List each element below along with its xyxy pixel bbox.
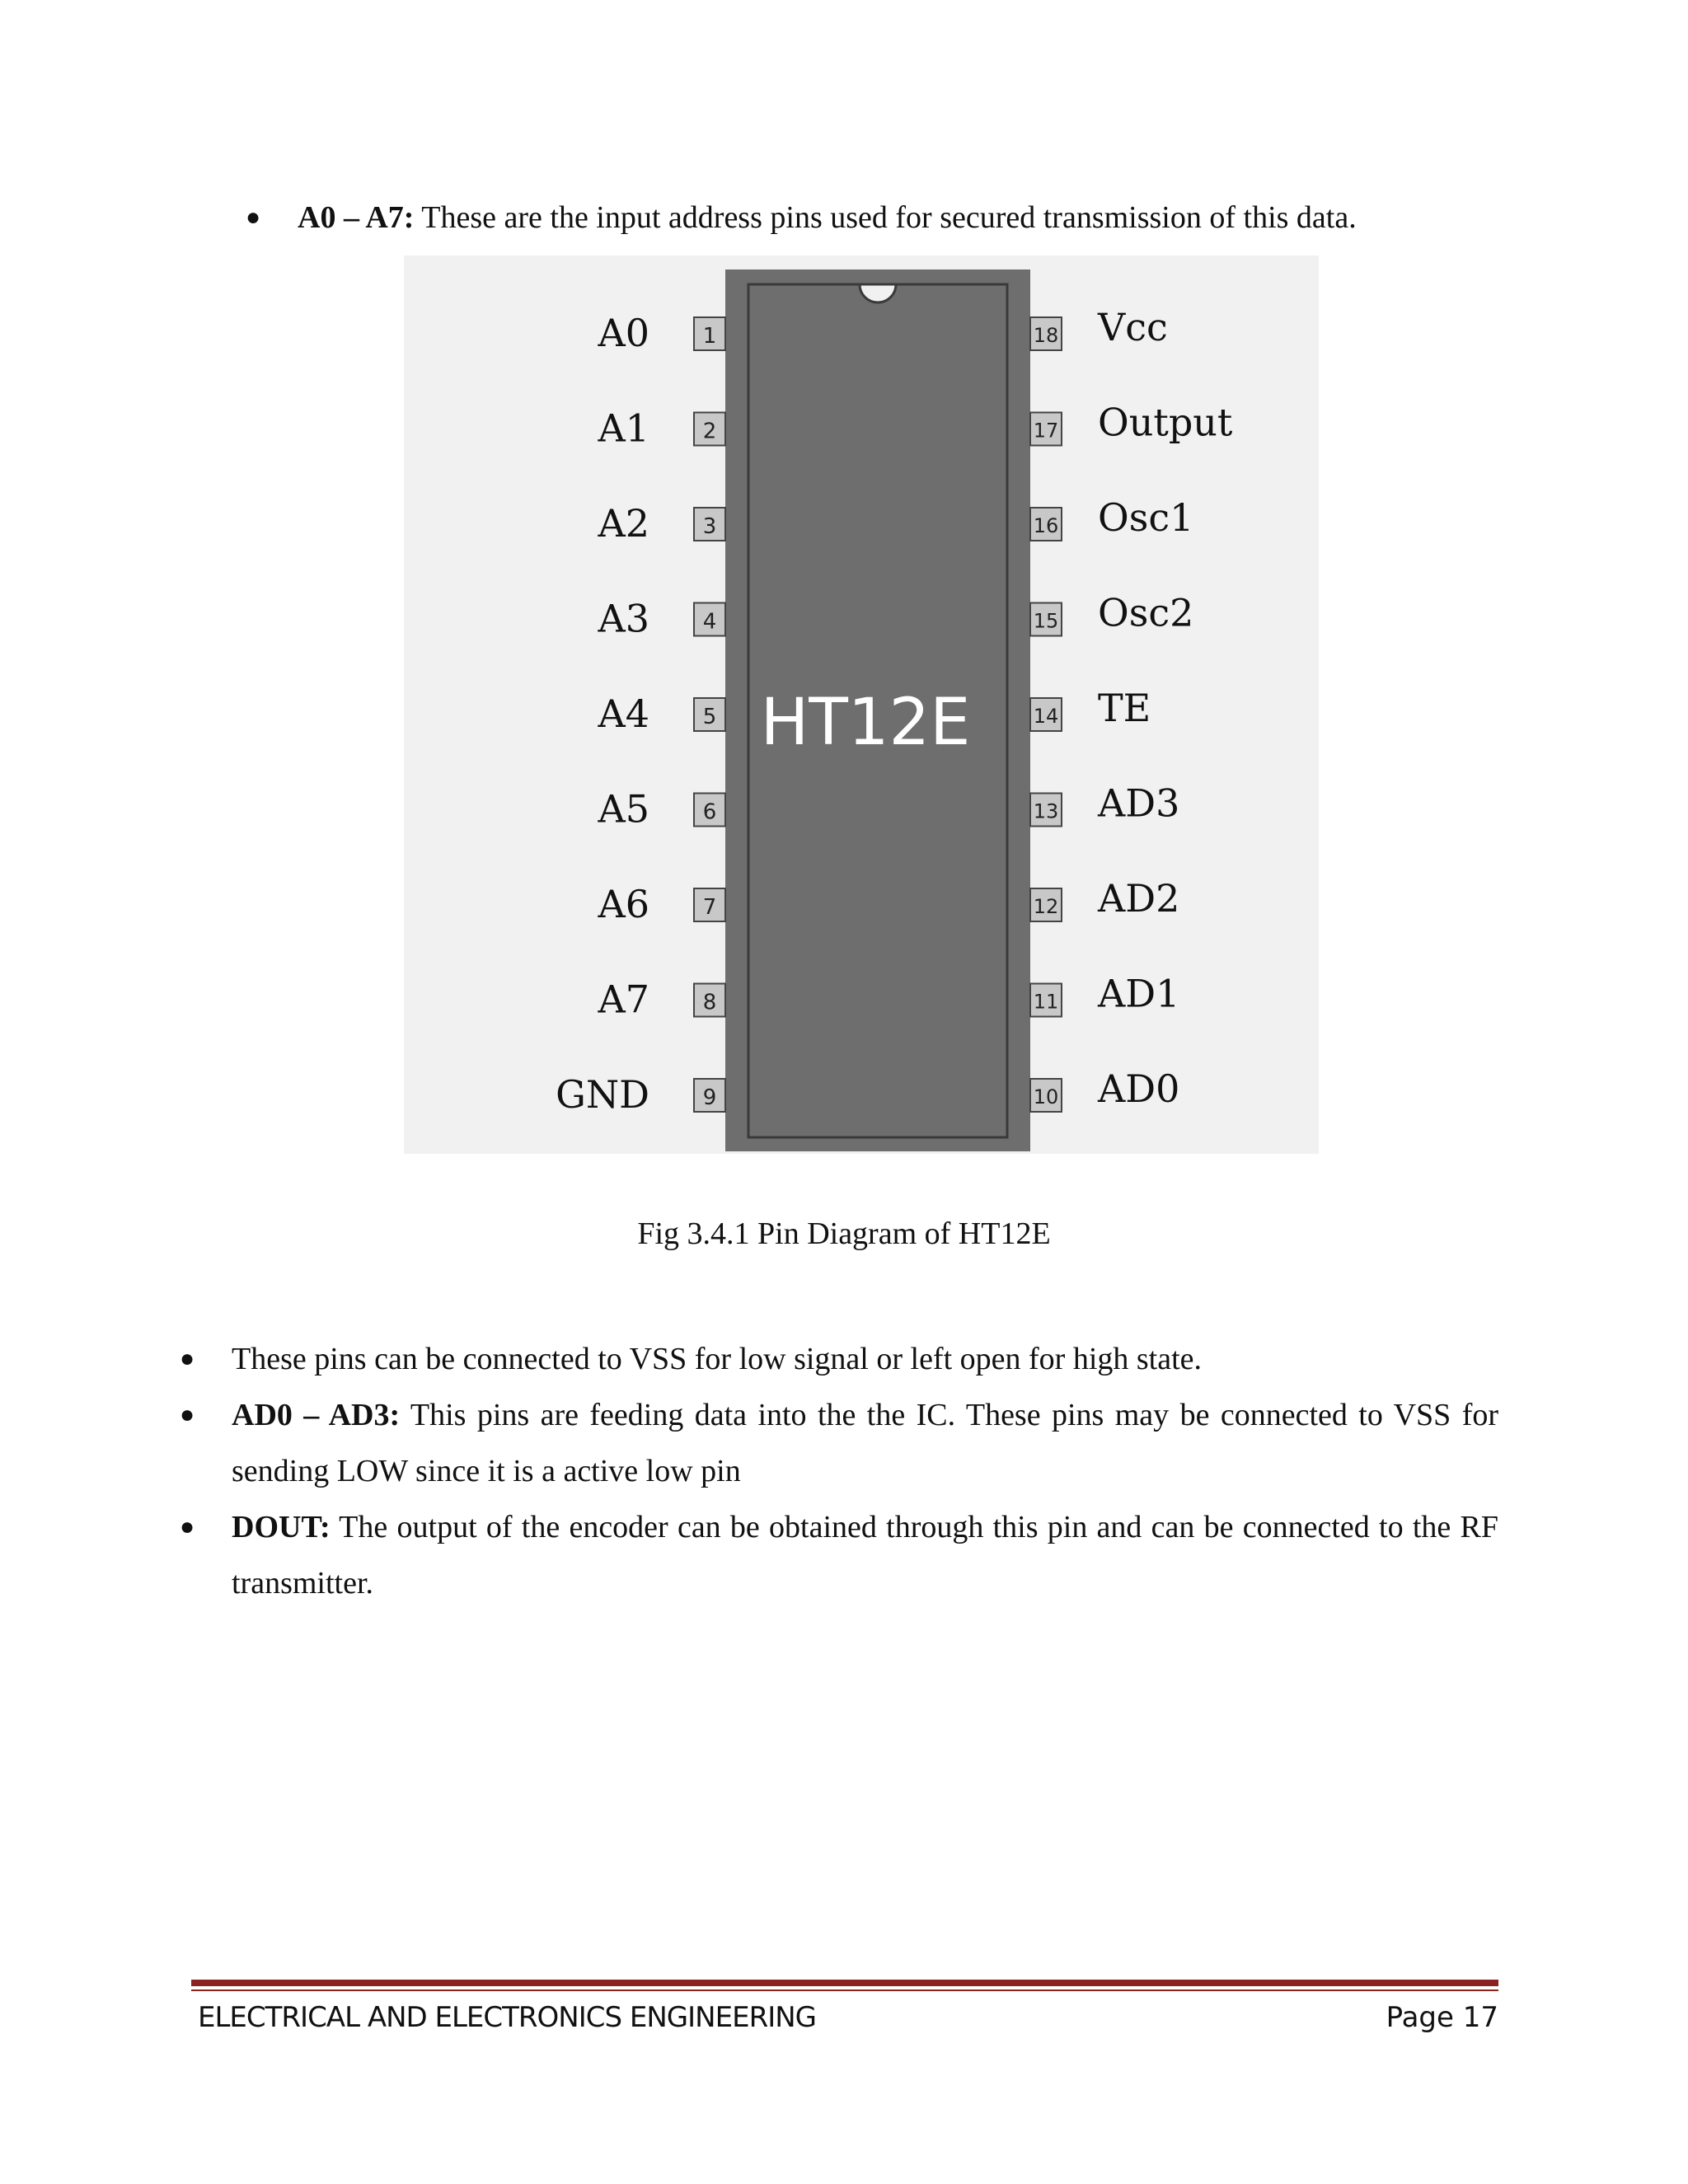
- pin-name-left: A0: [598, 311, 649, 355]
- pin-diagram-figure: [404, 255, 1319, 1154]
- list-item: [180, 1499, 1498, 1611]
- pin-number-right: 13: [1033, 799, 1059, 823]
- pin-number-right: 14: [1033, 705, 1059, 728]
- bullet-term: DOUT:: [232, 1510, 331, 1544]
- bullet-list: [180, 1331, 1498, 1611]
- pin-name-right: TE: [1098, 686, 1151, 730]
- pin-number-right: 15: [1033, 609, 1059, 633]
- pin-name-right: AD0: [1098, 1066, 1180, 1111]
- pin-name-left: A2: [598, 501, 649, 546]
- pin-number-right: 17: [1033, 419, 1059, 443]
- intro-bullet: [246, 196, 1482, 239]
- pin-name-right: AD1: [1098, 971, 1180, 1016]
- pin-number-right: 16: [1033, 514, 1059, 537]
- pin-number-left: 1: [702, 324, 717, 349]
- pin-name-left: GND: [556, 1072, 649, 1117]
- chip-label: HT12E: [760, 686, 971, 760]
- pin-number-left: 8: [702, 990, 717, 1015]
- bullet-term: A0 – A7:: [298, 200, 415, 235]
- pin-name-left: A7: [598, 977, 649, 1022]
- pin-name-left: A5: [598, 786, 649, 832]
- bullet-text: These are the input address pins used for secured transmission of this data.: [414, 200, 1357, 235]
- pin-number-right: 10: [1033, 1085, 1059, 1108]
- bullet-icon: ●: [180, 1513, 195, 1540]
- pin-diagram-svg: [404, 255, 1319, 1154]
- pin-name-left: A3: [598, 596, 649, 641]
- bullet-icon: ●: [180, 1401, 195, 1428]
- pin-name-right: Osc2: [1098, 590, 1194, 635]
- pin-name-left: A6: [598, 882, 649, 926]
- footer-department: ELECTRICAL AND ELECTRONICS ENGINEERING: [198, 2001, 817, 2034]
- list-item: [180, 1331, 1498, 1387]
- pin-number-left: 9: [702, 1085, 717, 1110]
- bullet-text: This pins are feeding data into the the IC. These pins may be connected to VSS for sending LOW since it is a active low pin: [232, 1398, 1498, 1488]
- bullet-icon: ●: [246, 204, 261, 231]
- pin-number-left: 2: [702, 419, 717, 444]
- pin-number-right: 12: [1033, 895, 1059, 918]
- pin-number-left: 3: [702, 514, 717, 539]
- pin-name-right: Osc1: [1098, 495, 1194, 540]
- pin-name-left: A1: [598, 405, 649, 451]
- bullet-term: AD0 – AD3:: [232, 1398, 401, 1432]
- bullet-icon: ●: [180, 1345, 195, 1372]
- footer-rule-thin: [191, 1990, 1498, 1991]
- pin-name-right: AD2: [1098, 876, 1180, 921]
- pin-number-right: 11: [1033, 990, 1059, 1014]
- pin-number-left: 7: [702, 895, 717, 920]
- bullet-text: The output of the encoder can be obtained through this pin and can be connected to the RF transmitter.: [232, 1510, 1498, 1601]
- pin-name-right: Output: [1098, 400, 1233, 445]
- pin-name-right: AD3: [1098, 780, 1180, 826]
- footer-page-number: Page 17: [1386, 2001, 1498, 2034]
- pin-name-left: A4: [598, 691, 649, 736]
- pin-number-left: 4: [702, 609, 717, 635]
- footer-rule-thick: [191, 1980, 1498, 1986]
- bullet-text: These pins can be connected to VSS for low signal or left open for high state.: [232, 1342, 1203, 1376]
- list-item: [180, 1387, 1498, 1499]
- pin-number-left: 5: [702, 705, 717, 729]
- pin-name-right: Vcc: [1098, 305, 1168, 349]
- pin-number-left: 6: [702, 799, 717, 825]
- figure-caption: Fig 3.4.1 Pin Diagram of HT12E: [637, 1216, 1051, 1251]
- pin-number-right: 18: [1033, 324, 1059, 347]
